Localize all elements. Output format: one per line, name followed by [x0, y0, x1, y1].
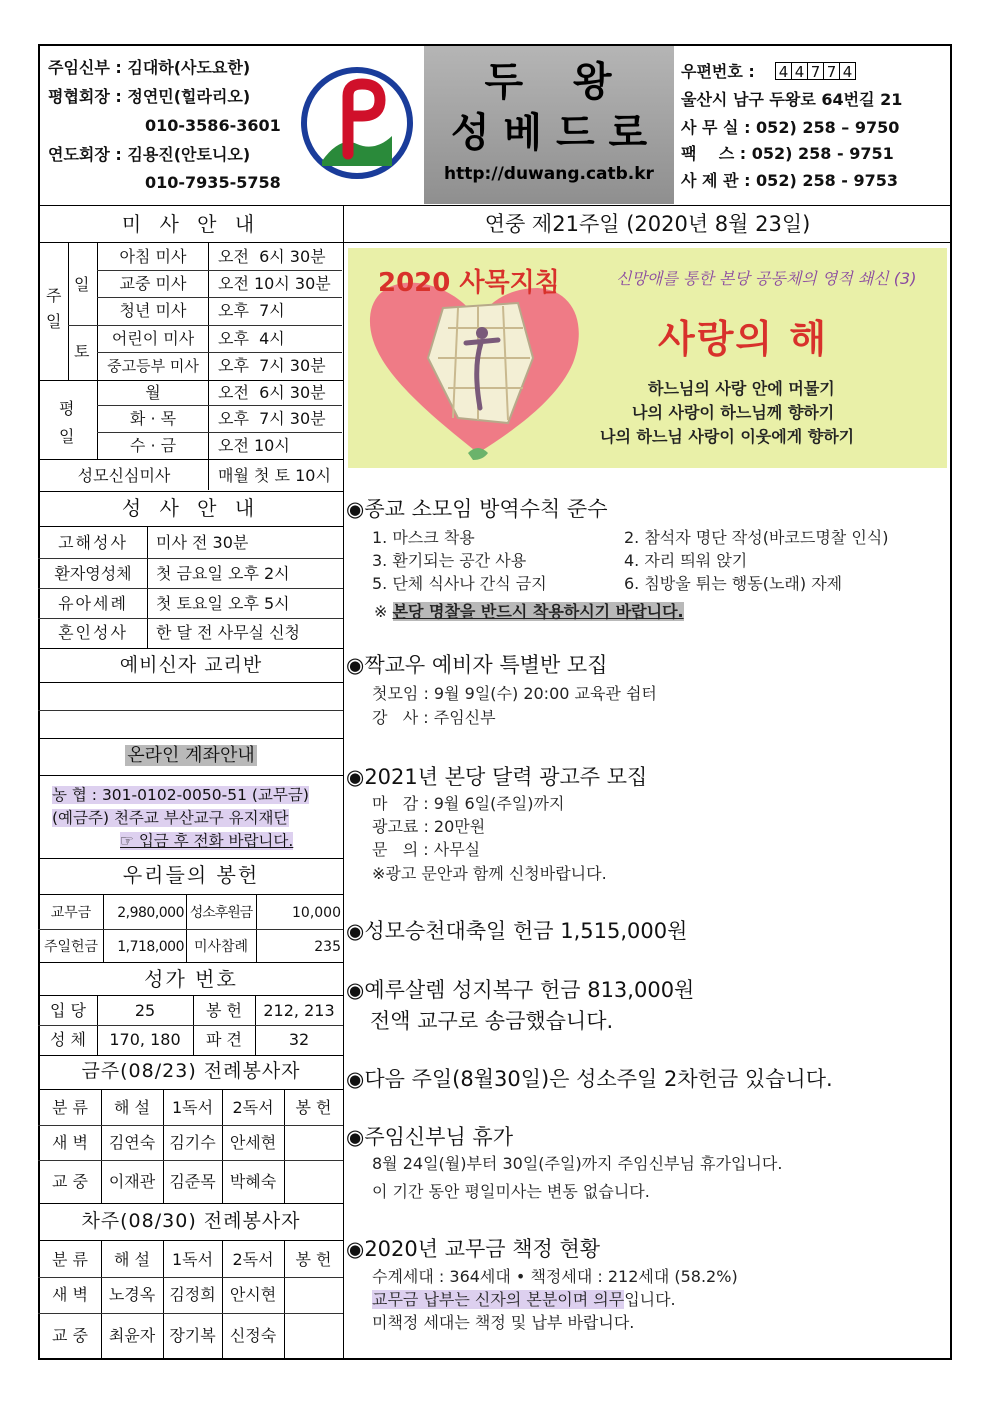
mass-time: 오전 10시 30분: [218, 274, 331, 293]
mass-title: 미 사 안 내: [121, 212, 261, 236]
sunday-day-label: 일: [74, 275, 90, 294]
account-holder: [52, 808, 289, 828]
hymn-number: 170, 180: [109, 1030, 181, 1049]
offering-value: 10,000: [292, 905, 341, 921]
postal-label: 우편번호 :: [681, 62, 755, 81]
weekday-label: 평 일: [59, 399, 75, 446]
notice-line: 8월 24일(월)부터 30일(주일)까지 주임신부님 휴가입니다.: [372, 1154, 783, 1173]
notice-line: ※광고 문안과 함께 신청바랍니다.: [372, 864, 607, 883]
offering-label: 미사참례: [193, 939, 249, 955]
servers-cell: 최윤자: [108, 1326, 156, 1345]
mass-time: 오후 7시 30분: [218, 409, 326, 428]
offering-label: 성소후원금: [189, 905, 253, 921]
servers-cell: 신정숙: [229, 1326, 277, 1345]
note-mark: ※: [374, 602, 388, 621]
servers-cell: 새 벽: [52, 1133, 88, 1152]
title-block: [424, 46, 674, 204]
sacrament-name: 유아세례: [58, 594, 128, 613]
offering-value: 2,980,000: [117, 905, 184, 921]
notice-line: 문 의 : 사무실: [372, 840, 481, 859]
sacrament-value: 첫 토요일 오후 5시: [156, 594, 290, 613]
servers-col-head: 분 류: [52, 1250, 88, 1269]
servers-cell: 김정희: [169, 1285, 216, 1304]
banner-headline: 2020 사목지침: [378, 268, 560, 298]
mass-name: 중고등부 미사: [107, 357, 199, 375]
servers-cell: 박혜숙: [229, 1172, 277, 1191]
servers-this-title: 금주(08/23) 전례봉사자: [81, 1060, 301, 1082]
servers-col-head: 봉 헌: [295, 1098, 332, 1117]
mass-time: 매월 첫 토 10시: [218, 466, 331, 485]
notice-title: ◉예루살렘 성지복구 헌금 813,000원: [346, 978, 695, 1002]
account-line: (예금주) 천주교 부산교구 유지재단: [52, 809, 289, 827]
rule-item: 6. 침방울 튀는 행동(노래) 자제: [624, 574, 843, 593]
servers-col-head: 해 설: [114, 1098, 150, 1117]
servers-cell: 교 중: [52, 1172, 88, 1191]
rule-item: 4. 자리 띄워 앉기: [624, 551, 748, 570]
notice-title: ◉2021년 본당 달력 광고주 모집: [346, 765, 648, 789]
banner-subtitle: 신망애를 통한 본당 공동체의 영적 쇄신 (3): [616, 269, 917, 288]
account-title: 온라인 계좌안내: [127, 745, 255, 766]
mass-name: 월: [145, 383, 161, 402]
hymn-number: 212, 213: [263, 1001, 335, 1020]
notice-line: 수계세대 : 364세대 • 책정세대 : 212세대 (58.2%): [372, 1267, 738, 1286]
servers-col-head: 1독서: [171, 1098, 214, 1117]
mass-name: 화 · 목: [129, 409, 177, 428]
account-title-wrap: [40, 743, 342, 769]
notice-line: 첫모임 : 9월 9일(수) 20:00 교육관 쉼터: [372, 684, 657, 703]
hymn-title: 성가 번호: [144, 967, 238, 991]
offering-value: 1,718,000: [117, 939, 184, 955]
parish-title-line2: 성 베 드 로: [450, 110, 648, 156]
mass-time: 오후 7시 30분: [218, 356, 326, 375]
banner-line: 하느님의 사랑 안에 머물기: [648, 379, 835, 398]
servers-cell: 새 벽: [52, 1285, 88, 1304]
sacrament-name: 환자영성체: [54, 564, 132, 583]
servers-col-head: 분 류: [52, 1098, 88, 1117]
sacrament-value: 미사 전 30분: [156, 533, 249, 552]
hymn-number: 32: [288, 1030, 310, 1049]
rule-item: 5. 단체 식사나 간식 금지: [372, 574, 547, 593]
sacrament-name: 혼인성사: [58, 623, 128, 642]
mass-time: 오후 7시: [218, 301, 285, 320]
servers-cell: 김준목: [169, 1172, 216, 1191]
mass-name: 어린이 미사: [111, 329, 195, 348]
notice-title: ◉짝교우 예비자 특별반 모집: [346, 653, 608, 677]
notice-title: ◉다음 주일(8월30일)은 성소주일 2차헌금 있습니다.: [346, 1067, 833, 1091]
parish-logo: [300, 66, 415, 181]
rectory-phone: 사 제 관 : 052) 258 - 9753: [681, 171, 899, 190]
sunday-label: 주 일: [46, 286, 62, 331]
account-line: 농 협 : 301-0102-0050-51 (교무금): [52, 786, 309, 804]
parish-title-line1: 두 왕: [484, 59, 614, 105]
yeondo-phone: 010-7935-5758: [145, 173, 281, 192]
servers-col-head: 해 설: [114, 1250, 150, 1269]
servers-cell: 노경옥: [108, 1285, 156, 1304]
catechumen-title: 예비신자 교리반: [119, 654, 263, 676]
offering-label: 교무금: [50, 905, 92, 921]
notice-title: ◉종교 소모임 방역수칙 준수: [346, 497, 608, 521]
postal-digit: 7: [807, 62, 824, 80]
yeondo-president: 연도회장 : 김용진(안토니오): [48, 145, 251, 164]
sacrament-title: 성 사 안 내: [121, 496, 261, 520]
postal-digit: 4: [839, 62, 856, 80]
account-note: [120, 831, 293, 851]
sunday-title: 연중 제21주일 (2020년 8월 23일): [484, 212, 811, 236]
servers-cell: 이재관: [108, 1172, 156, 1191]
servers-col-head: 1독서: [171, 1250, 214, 1269]
highlighted-text: 교무금 납부는 신자의 본분이며 의무: [372, 1290, 625, 1309]
mass-time: 오후 4시: [218, 329, 285, 348]
banner-line: 나의 사랑이 하느님께 향하기: [632, 403, 835, 422]
hymn-label: 성 체: [50, 1030, 86, 1049]
mass-name: 성모신심미사: [77, 466, 171, 485]
note-text: 본당 명찰을 반드시 착용하시기 바랍니다.: [392, 602, 684, 621]
hymn-label: 파 견: [206, 1030, 242, 1049]
notice-title: ◉주임신부님 휴가: [346, 1125, 514, 1149]
servers-cell: 장기복: [169, 1326, 216, 1345]
notice-title: ◉성모승천대축일 헌금 1,515,000원: [346, 919, 688, 943]
postal-digit: 4: [791, 62, 808, 80]
mass-time: 오전 6시 30분: [218, 383, 326, 402]
hymn-label: 입 당: [50, 1001, 86, 1020]
rule-item: 1. 마스크 착용: [372, 528, 475, 547]
fax-number: 팩 스 : 052) 258 - 9751: [681, 144, 894, 163]
nametag-note: [374, 601, 684, 623]
servers-col-head: 2독서: [232, 1098, 274, 1117]
servers-cell: 안세현: [229, 1133, 277, 1152]
hymn-number: 25: [134, 1001, 156, 1020]
pastoral-banner: [348, 248, 947, 468]
mass-name: 수 · 금: [129, 436, 177, 455]
hymn-label: 봉 헌: [206, 1001, 242, 1020]
notice-title: ◉2020년 교무금 책정 현황: [346, 1237, 601, 1261]
mass-time: 오전 6시 30분: [218, 247, 326, 266]
mass-name: 청년 미사: [119, 301, 187, 320]
servers-next-title: 차주(08/30) 전례봉사자: [81, 1210, 301, 1232]
parish-url[interactable]: http://duwang.catb.kr: [444, 164, 654, 184]
sacrament-name: 고해성사: [58, 533, 128, 552]
banner-line: 나의 하느님 사랑이 이웃에게 향하기: [600, 427, 855, 446]
notice-line: 광고료 : 20만원: [372, 817, 486, 836]
servers-cell: 김기수: [169, 1133, 216, 1152]
sacrament-value: 첫 금요일 오후 2시: [156, 564, 290, 583]
sacrament-value: 한 달 전 사무실 신청: [156, 623, 300, 642]
postal-digit: 7: [823, 62, 840, 80]
servers-cell: 교 중: [52, 1326, 88, 1345]
mass-name: 교중 미사: [119, 274, 187, 293]
priest-name: 주임신부 : 김대하(사도요한): [48, 58, 251, 77]
notice-line: [372, 1289, 676, 1311]
council-phone: 010-3586-3601: [145, 116, 281, 135]
offering-title: 우리들의 봉헌: [122, 863, 260, 887]
notice-line: 전액 교구로 송금했습니다.: [370, 1009, 614, 1033]
mass-name: 아침 미사: [119, 247, 187, 266]
banner-theme: 사랑의 해: [658, 317, 829, 361]
council-president: 평협회장 : 정연민(힐라리오): [48, 87, 251, 106]
plain-text: 입니다.: [624, 1290, 676, 1309]
saturday-label: 토: [74, 342, 90, 361]
servers-cell: 안시현: [229, 1285, 277, 1304]
servers-cell: 김연숙: [108, 1133, 156, 1152]
servers-col-head: 2독서: [232, 1250, 274, 1269]
notice-line: 강 사 : 주임신부: [372, 708, 496, 727]
notice-line: 이 기간 동안 평일미사는 변동 없습니다.: [372, 1182, 650, 1201]
account-number: [52, 785, 309, 805]
address: 울산시 남구 두왕로 64번길 21: [681, 90, 903, 109]
mass-time: 오전 10시: [218, 436, 290, 455]
account-line: ☞ 입금 후 전화 바랍니다.: [120, 832, 294, 850]
rule-item: 3. 환기되는 공간 사용: [372, 551, 527, 570]
rule-item: 2. 참석자 명단 작성(바코드명찰 인식): [624, 528, 889, 547]
postal-code: [775, 62, 855, 81]
notice-line: 마 감 : 9월 6일(주일)까지: [372, 794, 565, 813]
office-phone: 사 무 실 : 052) 258 – 9750: [681, 118, 900, 137]
offering-value: 235: [314, 939, 341, 955]
servers-col-head: 봉 헌: [295, 1250, 332, 1269]
offering-label: 주일헌금: [43, 939, 99, 955]
notice-line: 미책정 세대는 책정 및 납부 바랍니다.: [372, 1313, 635, 1332]
postal-digit: 4: [775, 62, 792, 80]
